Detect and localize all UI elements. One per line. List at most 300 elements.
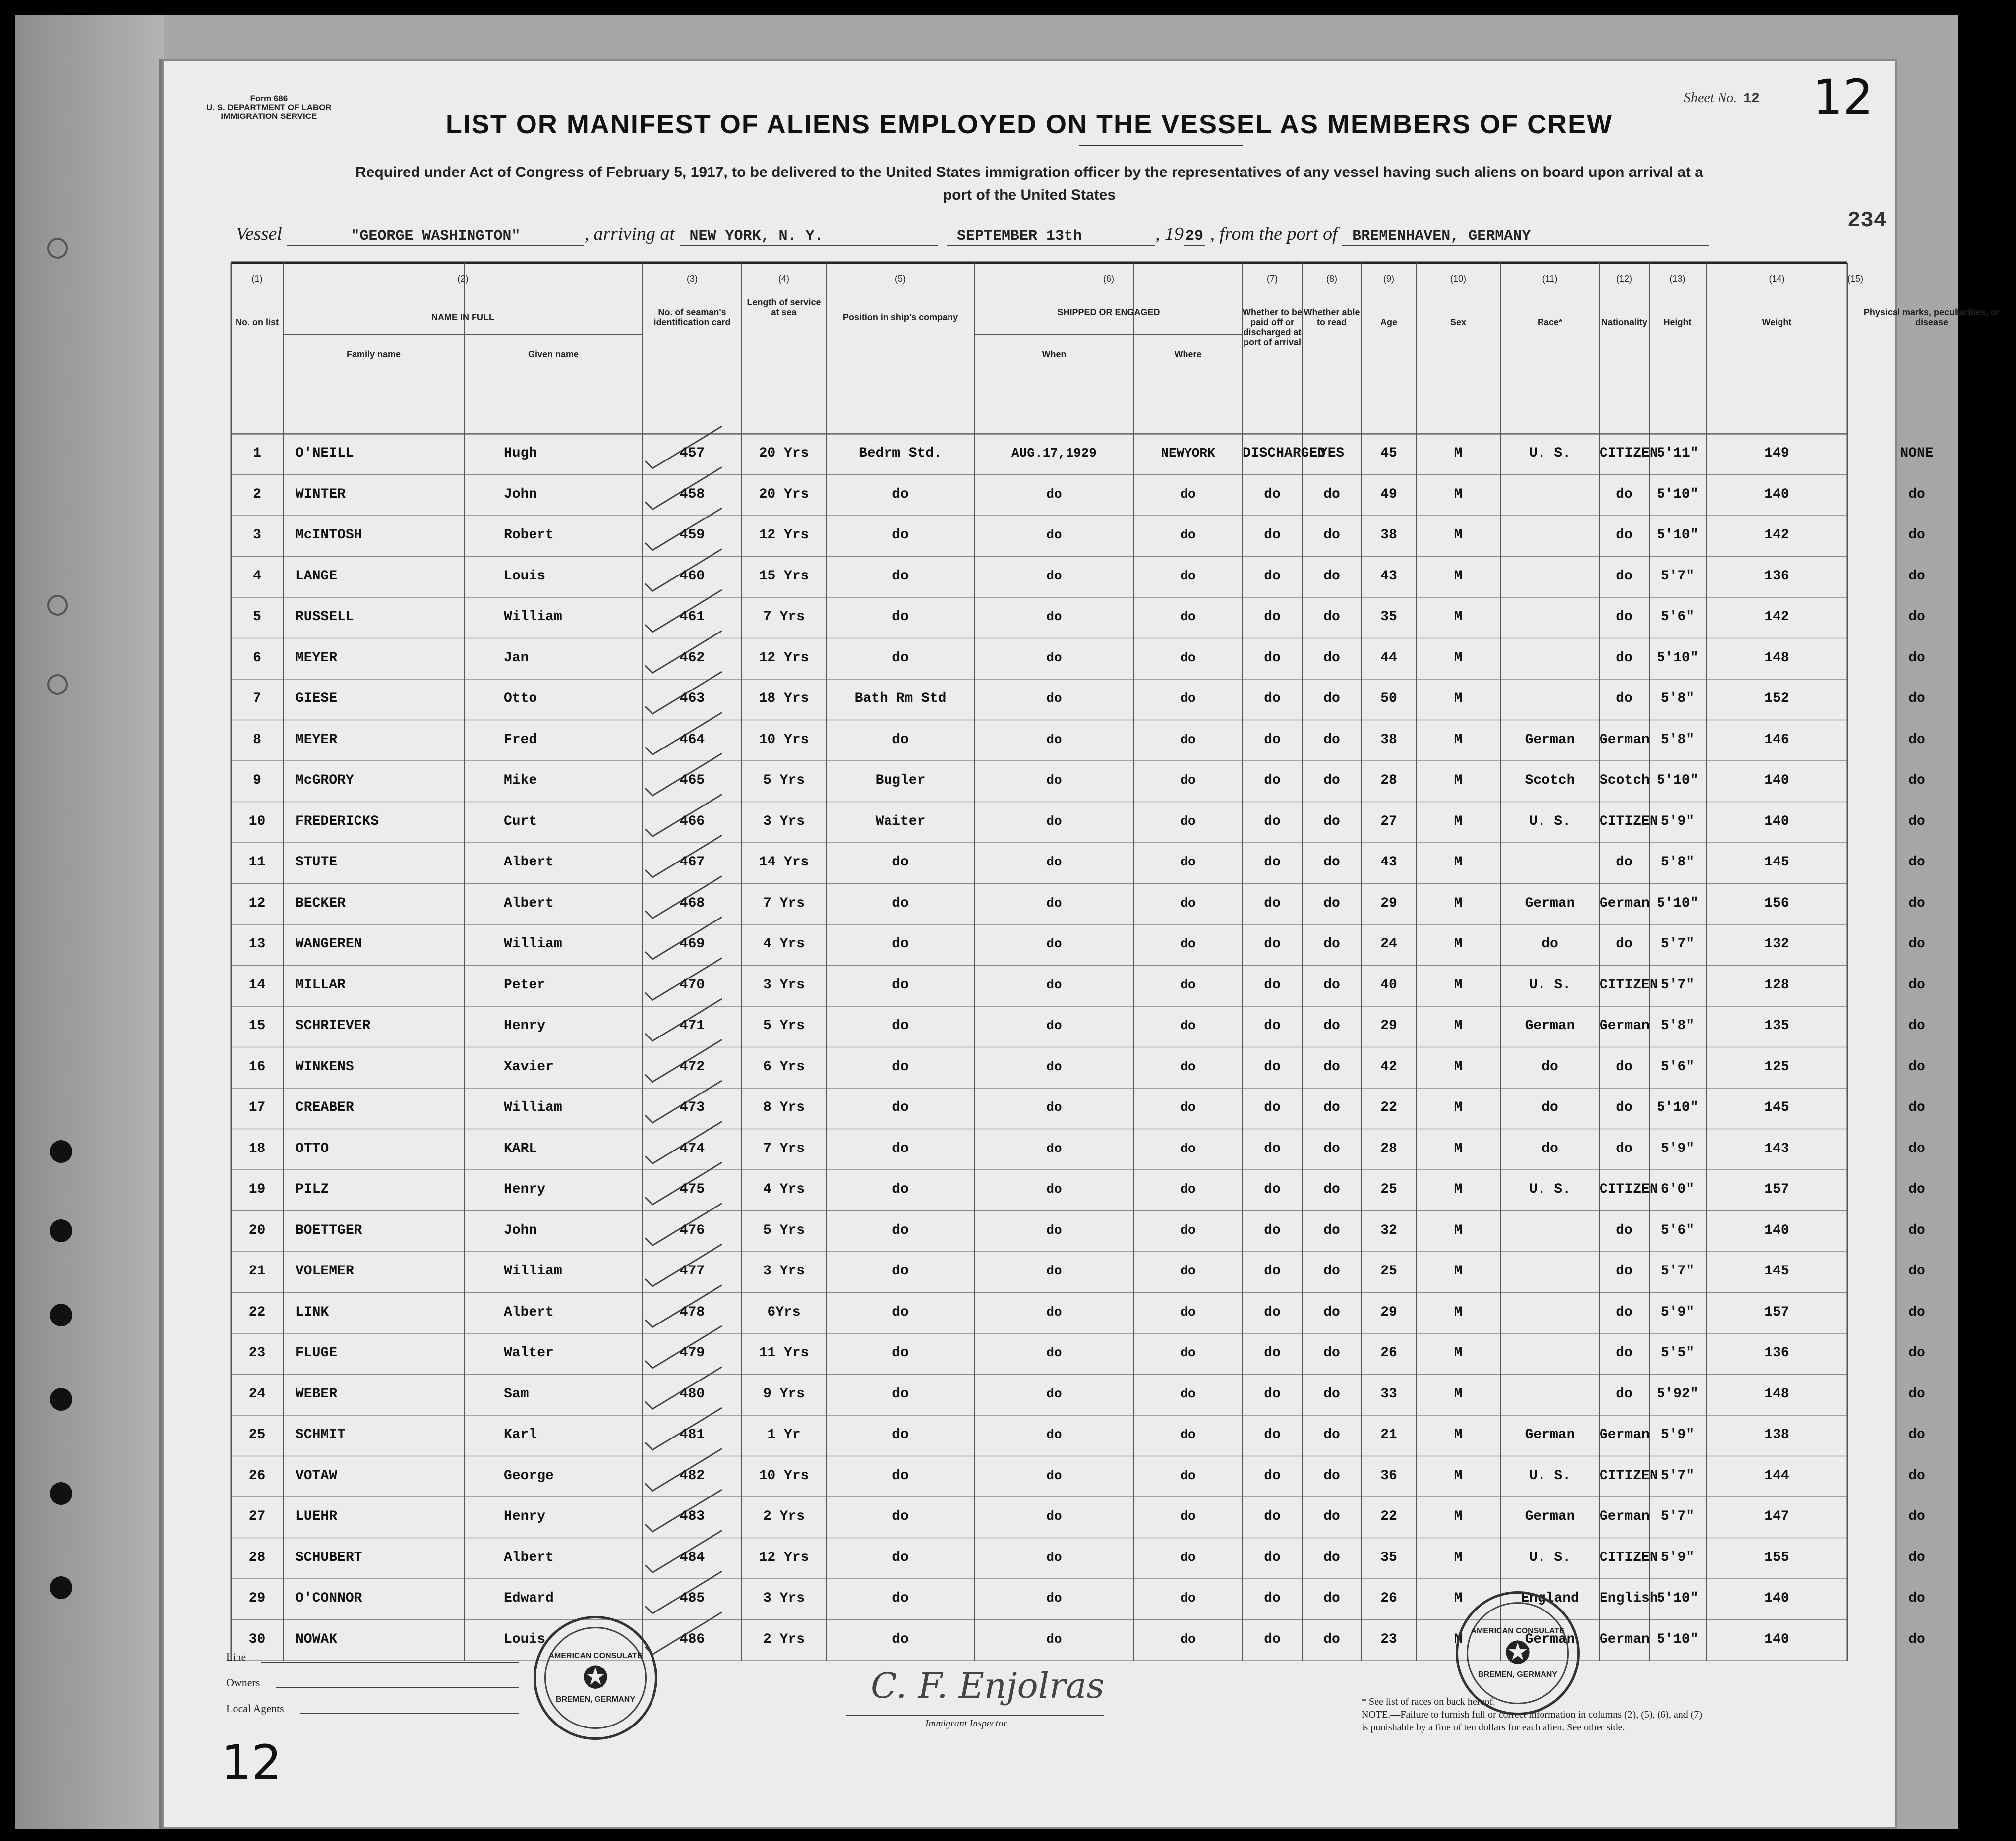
age: 40 <box>1380 977 1397 993</box>
able-to-read: do <box>1323 1427 1340 1442</box>
family-name: MILLAR <box>296 977 346 993</box>
given-name: Peter <box>504 977 546 993</box>
position: do <box>892 1018 909 1034</box>
eagle-icon: ✪ <box>1505 1636 1531 1669</box>
page-title: LIST OR MANIFEST OF ALIENS EMPLOYED ON THE VESSEL AS MEMBERS OF CREW <box>445 110 1613 139</box>
sex: M <box>1454 1059 1463 1075</box>
service-length: 2 Yrs <box>763 1509 805 1524</box>
given-name: Fred <box>504 732 537 748</box>
shipped-when: do <box>1046 1345 1062 1360</box>
sex: M <box>1454 1386 1463 1402</box>
able-to-read: do <box>1323 1591 1340 1606</box>
physical-marks: do <box>1908 895 1925 911</box>
shipped-when: do <box>1046 1427 1062 1442</box>
given-name: Henry <box>504 1182 546 1197</box>
position: Bedrm Std. <box>858 446 943 461</box>
id-card-number: 458 <box>679 486 705 502</box>
sex: M <box>1454 609 1463 625</box>
shipped-where: do <box>1180 813 1196 829</box>
able-to-read: do <box>1323 650 1340 666</box>
family-name: LANGE <box>296 568 338 584</box>
age: 44 <box>1380 650 1397 666</box>
height: 5'10" <box>1657 1631 1699 1647</box>
nationality: German <box>1600 895 1650 911</box>
able-to-read: do <box>1323 1386 1340 1402</box>
position: do <box>892 1427 909 1442</box>
row-number: 2 <box>253 486 261 502</box>
family-name: LUEHR <box>296 1509 338 1524</box>
service-length: 9 Yrs <box>763 1386 805 1402</box>
family-name: MEYER <box>296 650 338 666</box>
nationality: do <box>1616 691 1633 706</box>
given-name: Sam <box>504 1386 529 1402</box>
header-paid-off: Whether to be paid off or discharged at port of arrival <box>1243 307 1302 347</box>
paid-off: do <box>1264 1550 1281 1565</box>
weight: 140 <box>1764 773 1789 788</box>
shipped-where: do <box>1180 650 1196 665</box>
able-to-read: do <box>1323 1018 1340 1034</box>
nationality: do <box>1616 1386 1633 1402</box>
nationality: German <box>1600 1631 1650 1647</box>
physical-marks: do <box>1908 691 1925 706</box>
row-number: 26 <box>248 1468 266 1484</box>
shipped-when: do <box>1046 1550 1062 1565</box>
sex: M <box>1454 486 1463 502</box>
page-number: 234 <box>1847 208 1887 233</box>
weight: 128 <box>1764 977 1789 993</box>
footnote-penalty-1: NOTE.—Failure to furnish full or correct information in columns (2), (5), (6), and (7) <box>1362 1709 1703 1720</box>
service-length: 5 Yrs <box>763 1222 805 1238</box>
sex: M <box>1454 855 1463 870</box>
weight: 148 <box>1764 650 1789 666</box>
position: do <box>892 1631 909 1647</box>
row-number: 21 <box>248 1264 266 1279</box>
shipped-when: do <box>1046 527 1062 542</box>
given-name: William <box>504 936 562 952</box>
shipped-where: do <box>1180 1222 1196 1238</box>
service-length: 18 Yrs <box>759 691 809 706</box>
row-number: 16 <box>248 1059 266 1075</box>
shipped-where: do <box>1180 895 1196 911</box>
age: 26 <box>1380 1591 1397 1606</box>
id-card-number: 480 <box>679 1386 705 1402</box>
sex: M <box>1454 895 1463 911</box>
nationality: CITIZEN <box>1600 1182 1658 1197</box>
service-length: 7 Yrs <box>763 895 805 911</box>
family-name: FLUGE <box>296 1345 338 1361</box>
column-number: (13) <box>1669 274 1686 284</box>
race: Scotch <box>1525 773 1575 788</box>
age: 32 <box>1380 1222 1397 1238</box>
nationality: CITIZEN <box>1600 1468 1658 1484</box>
given-name: KARL <box>504 1141 537 1156</box>
physical-marks: do <box>1908 1345 1925 1361</box>
service-length: 4 Yrs <box>763 1182 805 1197</box>
family-name: OTTO <box>296 1141 329 1156</box>
position: do <box>892 855 909 870</box>
paid-off: do <box>1264 855 1281 870</box>
given-name: Albert <box>504 1304 554 1320</box>
paid-off: do <box>1264 1264 1281 1279</box>
race: U. S. <box>1529 446 1571 461</box>
header-able-to-read: Whether able to read <box>1304 307 1360 327</box>
height: 5'7" <box>1660 1468 1695 1484</box>
weight: 149 <box>1764 446 1789 461</box>
height: 5'9" <box>1660 1550 1695 1565</box>
shipped-when: do <box>1046 568 1062 583</box>
family-name: SCHUBERT <box>296 1550 362 1565</box>
shipped-when: do <box>1046 650 1062 665</box>
physical-marks: do <box>1908 1059 1925 1075</box>
row-number: 3 <box>253 527 261 543</box>
header-when: When <box>1042 349 1067 359</box>
paid-off: do <box>1264 1631 1281 1647</box>
height: 5'92" <box>1657 1386 1699 1402</box>
age: 22 <box>1380 1509 1397 1524</box>
binder-ring <box>47 674 68 695</box>
age: 50 <box>1380 691 1397 706</box>
age: 25 <box>1380 1264 1397 1279</box>
subtitle-line-2: port of the United States <box>943 187 1116 203</box>
sex: M <box>1454 936 1463 952</box>
id-card-number: 472 <box>679 1059 705 1075</box>
column-number: (11) <box>1542 274 1558 284</box>
nationality: German <box>1600 1509 1650 1524</box>
weight: 146 <box>1764 732 1789 748</box>
id-card-number: 468 <box>679 895 705 911</box>
height: 5'8" <box>1660 855 1695 870</box>
family-name: WEBER <box>296 1386 338 1402</box>
sex: M <box>1454 1222 1463 1238</box>
shipped-when: do <box>1046 1591 1062 1606</box>
row-number: 5 <box>253 609 261 625</box>
height: 5'9" <box>1660 1427 1695 1442</box>
service-length: 7 Yrs <box>763 1141 805 1156</box>
weight: 135 <box>1764 1018 1789 1034</box>
height: 5'10" <box>1657 895 1699 911</box>
sex: M <box>1454 1182 1463 1197</box>
weight: 140 <box>1764 486 1789 502</box>
header-age: Age <box>1380 317 1397 327</box>
weight: 156 <box>1764 895 1789 911</box>
height: 5'7" <box>1660 1264 1695 1279</box>
height: 5'9" <box>1660 813 1695 829</box>
age: 38 <box>1380 732 1397 748</box>
position: do <box>892 732 909 748</box>
position: do <box>892 527 909 543</box>
stamp-text-top: AMERICAN CONSULATE <box>1471 1627 1565 1635</box>
sex: M <box>1454 1591 1463 1606</box>
nationality: do <box>1616 936 1633 952</box>
column-number: (12) <box>1616 274 1632 284</box>
binder-hole <box>50 1388 72 1411</box>
shipped-where: do <box>1180 855 1196 869</box>
shipped-when: do <box>1046 1264 1062 1278</box>
able-to-read: do <box>1323 855 1340 870</box>
able-to-read: do <box>1323 1141 1340 1156</box>
service-length: 8 Yrs <box>763 1100 805 1115</box>
paid-off: DISCHARGED <box>1243 446 1326 461</box>
header-shipped-engaged: SHIPPED OR ENGAGED <box>1057 307 1160 317</box>
column-number: (9) <box>1383 274 1394 284</box>
weight: 145 <box>1764 1100 1789 1115</box>
nationality: CITIZEN <box>1600 1550 1658 1565</box>
height: 5'10" <box>1657 773 1699 788</box>
consulate-stamp <box>534 1616 657 1740</box>
row-number: 20 <box>248 1222 266 1238</box>
column-number: (3) <box>687 274 698 284</box>
weight: 147 <box>1764 1509 1789 1524</box>
stamp-text-top: AMERICAN CONSULATE <box>548 1652 643 1660</box>
physical-marks: do <box>1908 1468 1925 1484</box>
shipped-when: do <box>1046 773 1062 788</box>
paid-off: do <box>1264 1182 1281 1197</box>
row-number: 28 <box>248 1550 266 1565</box>
header-physical-marks: Physical marks, peculiarities, or disease <box>1863 307 2000 327</box>
shipped-when: do <box>1046 1509 1062 1524</box>
able-to-read: do <box>1323 977 1340 993</box>
family-name: VOLEMER <box>296 1264 354 1279</box>
service-name: IMMIGRATION SERVICE <box>221 112 317 121</box>
given-name: George <box>504 1468 554 1484</box>
able-to-read: do <box>1323 1304 1340 1320</box>
owners-label: Owners <box>226 1676 260 1689</box>
page-subtitle <box>261 161 1798 207</box>
binder-hole <box>50 1140 72 1163</box>
shipped-when: do <box>1046 609 1062 624</box>
column-number: (15) <box>1847 274 1864 284</box>
able-to-read: do <box>1323 486 1340 502</box>
nationality: CITIZEN <box>1600 446 1658 461</box>
paid-off: do <box>1264 1386 1281 1402</box>
physical-marks: do <box>1908 1182 1925 1197</box>
column-number: (8) <box>1326 274 1337 284</box>
shipped-where: do <box>1180 1182 1196 1197</box>
footnote-races: * See list of races on back hereof. <box>1362 1696 1495 1707</box>
vessel-line <box>236 223 1709 246</box>
footnote <box>1362 1695 1857 1734</box>
nationality: do <box>1616 1059 1633 1075</box>
shipped-when: do <box>1046 1222 1062 1238</box>
shipped-where: do <box>1180 732 1196 747</box>
header-id-card: No. of seaman's identification card <box>653 307 731 327</box>
age: 29 <box>1380 895 1397 911</box>
weight: 125 <box>1764 1059 1789 1075</box>
id-card-number: 463 <box>679 691 705 706</box>
id-card-number: 474 <box>679 1141 705 1156</box>
shipped-where: do <box>1180 1304 1196 1320</box>
paid-off: do <box>1264 813 1281 829</box>
shipped-when: do <box>1046 1468 1062 1483</box>
height: 5'6" <box>1660 609 1695 625</box>
stamp-text-bottom: BREMEN, GERMANY <box>1478 1670 1557 1679</box>
family-name: PILZ <box>296 1182 329 1197</box>
id-card-number: 481 <box>679 1427 705 1442</box>
weight: 155 <box>1764 1550 1789 1565</box>
handwritten-sheet-number: 12 <box>1813 69 1874 125</box>
physical-marks: do <box>1908 568 1925 584</box>
nationality: do <box>1616 855 1633 870</box>
age: 21 <box>1380 1427 1397 1442</box>
sex: M <box>1454 732 1463 748</box>
header-service-length: Length of service at sea <box>747 297 821 317</box>
service-length: 10 Yrs <box>759 1468 809 1484</box>
sex: M <box>1454 1100 1463 1115</box>
weight: 136 <box>1764 568 1789 584</box>
age: 25 <box>1380 1182 1397 1197</box>
able-to-read: do <box>1323 1468 1340 1484</box>
physical-marks: do <box>1908 1100 1925 1115</box>
row-number: 17 <box>248 1100 266 1115</box>
header-sex: Sex <box>1450 317 1467 327</box>
nationality: do <box>1616 527 1633 543</box>
weight: 140 <box>1764 813 1789 829</box>
shipped-where: do <box>1180 1059 1196 1074</box>
physical-marks: do <box>1908 486 1925 502</box>
binder-ring <box>47 238 68 259</box>
height: 5'9" <box>1660 1141 1695 1156</box>
position: do <box>892 1509 909 1524</box>
service-length: 1 Yr <box>767 1427 801 1442</box>
height: 6'0" <box>1660 1182 1695 1197</box>
shipped-where: do <box>1180 1550 1196 1565</box>
paid-off: do <box>1264 1222 1281 1238</box>
paid-off: do <box>1264 691 1281 706</box>
form-number: Form 686 <box>250 94 288 103</box>
weight: 142 <box>1764 609 1789 625</box>
row-number: 13 <box>248 936 266 952</box>
header-position: Position in ship's company <box>842 312 958 322</box>
sex: M <box>1454 1631 1463 1647</box>
able-to-read: do <box>1323 609 1340 625</box>
inspector-label: Immigrant Inspector. <box>925 1718 1008 1729</box>
header-family-name: Family name <box>346 349 401 359</box>
sex: M <box>1454 1264 1463 1279</box>
nationality: German <box>1600 1018 1650 1034</box>
service-length: 12 Yrs <box>759 650 809 666</box>
arriving-port: NEW YORK, N. Y. <box>680 228 938 246</box>
given-name: Mike <box>504 773 537 788</box>
row-number: 10 <box>248 813 266 829</box>
service-length: 3 Yrs <box>763 813 805 829</box>
given-name: John <box>504 486 537 502</box>
paid-off: do <box>1264 1141 1281 1156</box>
binder-ring <box>47 595 68 616</box>
height: 5'10" <box>1657 650 1699 666</box>
shipped-where: do <box>1180 1631 1196 1647</box>
able-to-read: do <box>1323 773 1340 788</box>
physical-marks: do <box>1908 1386 1925 1402</box>
id-card-number: 464 <box>679 732 705 748</box>
race: German <box>1525 1509 1575 1524</box>
height: 5'10" <box>1657 1100 1699 1115</box>
sex: M <box>1454 568 1463 584</box>
service-length: 11 Yrs <box>759 1345 809 1361</box>
line-label: Line <box>226 1651 246 1663</box>
paid-off: do <box>1264 568 1281 584</box>
family-name: BOETTGER <box>296 1222 362 1238</box>
column-number: (14) <box>1769 274 1785 284</box>
nationality: do <box>1616 1141 1633 1156</box>
shipped-when: do <box>1046 486 1062 502</box>
race: German <box>1525 1427 1575 1442</box>
nationality: German <box>1600 732 1650 748</box>
position: do <box>892 650 909 666</box>
header-height: Height <box>1663 317 1692 327</box>
shipped-where: do <box>1180 609 1196 624</box>
nationality: German <box>1600 1427 1650 1442</box>
physical-marks: do <box>1908 650 1925 666</box>
physical-marks: do <box>1908 527 1925 543</box>
able-to-read: do <box>1323 895 1340 911</box>
family-name: VOTAW <box>296 1468 338 1484</box>
department-name: U. S. DEPARTMENT OF LABOR <box>206 103 332 112</box>
race: U. S. <box>1529 1550 1571 1565</box>
row-number: 15 <box>248 1018 266 1034</box>
height: 5'6" <box>1660 1222 1695 1238</box>
age: 29 <box>1380 1304 1397 1320</box>
position: do <box>892 1182 909 1197</box>
given-name: William <box>504 1100 562 1115</box>
row-number: 6 <box>253 650 261 666</box>
row-number: 7 <box>253 691 261 706</box>
shipped-when: do <box>1046 1386 1062 1401</box>
id-card-number: 467 <box>679 855 705 870</box>
height: 5'7" <box>1660 977 1695 993</box>
shipped-when: do <box>1046 895 1062 911</box>
shipped-when: do <box>1046 732 1062 747</box>
shipped-where: NEWYORK <box>1161 446 1215 460</box>
id-card-number: 471 <box>679 1018 705 1034</box>
owners-rule <box>276 1687 519 1688</box>
given-name: Otto <box>504 691 537 706</box>
id-card-number: 473 <box>679 1100 705 1115</box>
column-number: (5) <box>895 274 906 284</box>
race: do <box>1542 1141 1558 1156</box>
weight: 136 <box>1764 1345 1789 1361</box>
nationality: do <box>1616 1100 1633 1115</box>
height: 5'10" <box>1657 527 1699 543</box>
race: England <box>1521 1591 1579 1606</box>
arrival-date: SEPTEMBER 13th <box>947 228 1155 246</box>
age: 43 <box>1380 855 1397 870</box>
family-name: McGRORY <box>296 773 354 788</box>
paid-off: do <box>1264 732 1281 748</box>
height: 5'9" <box>1660 1304 1695 1320</box>
column-number: (6) <box>1103 274 1114 284</box>
paid-off: do <box>1264 773 1281 788</box>
shipped-when: do <box>1046 1182 1062 1197</box>
shipped-where: do <box>1180 1018 1196 1033</box>
handwritten-corner-number: 12 <box>221 1735 282 1790</box>
sex: M <box>1454 1468 1463 1484</box>
row-number: 14 <box>248 977 266 993</box>
able-to-read: do <box>1323 1100 1340 1115</box>
able-to-read: do <box>1323 936 1340 952</box>
header-list-number: No. on list <box>236 317 279 327</box>
shipped-when: do <box>1046 1100 1062 1115</box>
physical-marks: do <box>1908 1222 1925 1238</box>
family-name: SCHMIT <box>296 1427 346 1442</box>
footnote-penalty-2: is punishable by a fine of ten dollars for each alien. See other side. <box>1362 1722 1625 1733</box>
physical-marks: do <box>1908 1631 1925 1647</box>
physical-marks: do <box>1908 1591 1925 1606</box>
position: do <box>892 1550 909 1565</box>
race: do <box>1542 1059 1558 1075</box>
physical-marks: do <box>1908 977 1925 993</box>
race: German <box>1525 1631 1575 1647</box>
id-card-number: 479 <box>679 1345 705 1361</box>
